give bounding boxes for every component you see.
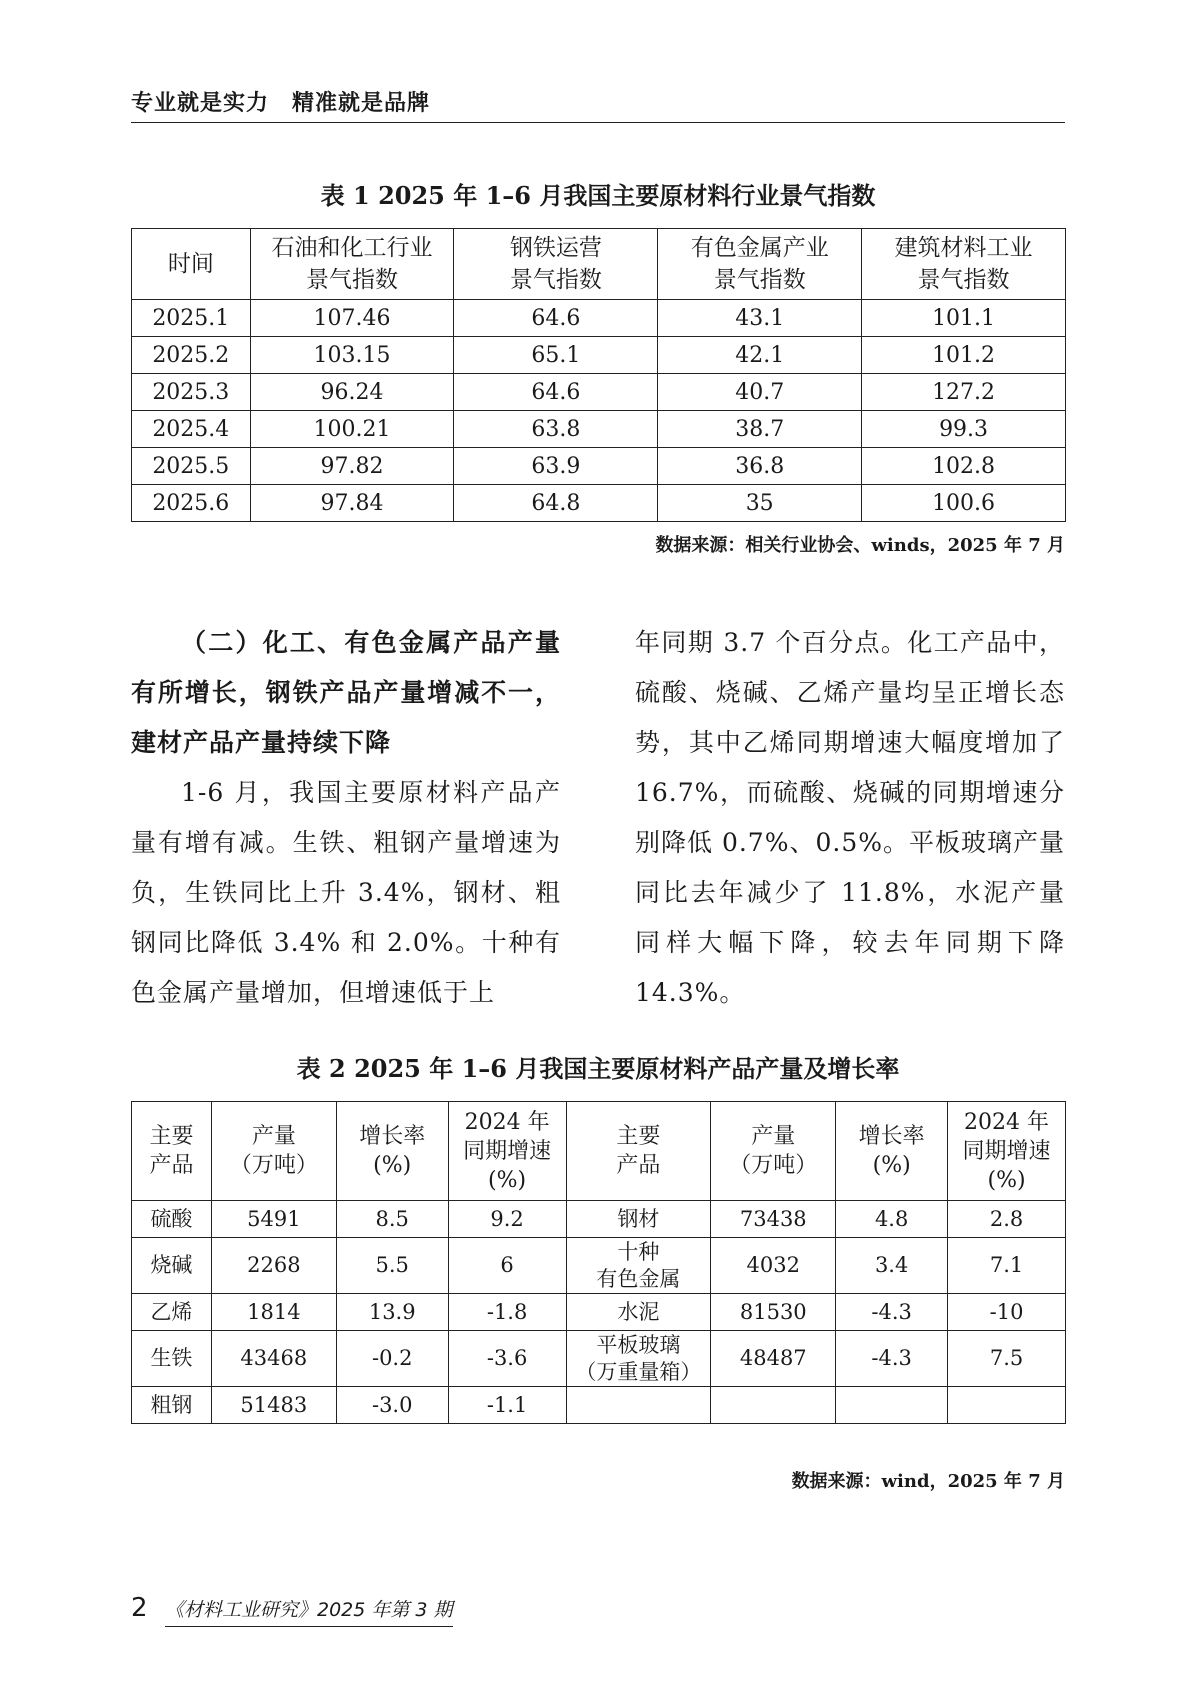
- table2-cell: [948, 1387, 1066, 1424]
- table2-product-cell: [566, 1201, 711, 1238]
- table2-cell: 生铁: [132, 1331, 212, 1387]
- table1-cell: 96.24: [250, 374, 454, 411]
- table1-climate-index: [131, 228, 1066, 522]
- table2-cell: -3.0: [336, 1387, 448, 1424]
- table1-cell: 127.2: [862, 374, 1066, 411]
- table2-cell: 48487: [711, 1331, 836, 1387]
- table2-product-cell: [566, 1331, 711, 1387]
- table1-cell: 107.46: [250, 300, 454, 337]
- table2-cell: 5491: [211, 1201, 336, 1238]
- table2-cell: 4.8: [836, 1201, 948, 1238]
- table2-cell: 9.2: [448, 1201, 566, 1238]
- table1-cell: 100.21: [250, 411, 454, 448]
- paragraph-1: 1-6 月，我国主要原材料产品产量有增有减。生铁、粗钢产量增速为负，生铁同比上升 3.4%，钢材、粗钢同比降低 3.4% 和 2.0%。十种有色金属产量增加，但增速低于上: [131, 778, 561, 1007]
- table2-cell: 粗钢: [132, 1387, 212, 1424]
- table2-cell: 73438: [711, 1201, 836, 1238]
- table2-cell: 乙烯: [132, 1294, 212, 1331]
- table1-cell: 64.6: [454, 300, 658, 337]
- table2-production: [131, 1101, 1066, 1424]
- table1-cell: 63.8: [454, 411, 658, 448]
- table1-cell: 38.7: [658, 411, 862, 448]
- table2-cell: [836, 1387, 948, 1424]
- table2-cell: [711, 1387, 836, 1424]
- table2-row: [132, 1331, 1066, 1387]
- table2-cell: -4.3: [836, 1331, 948, 1387]
- table1-cell: 35: [658, 485, 862, 522]
- table2-caption: 表 2 2025 年 1–6 月我国主要原材料产品产量及增长率: [296, 1054, 900, 1083]
- table2-cell: -10: [948, 1294, 1066, 1331]
- table2-cell: 43468: [211, 1331, 336, 1387]
- table2-row: [132, 1294, 1066, 1331]
- table1-cell: 2025.2: [132, 337, 251, 374]
- table2-cell: -3.6: [448, 1331, 566, 1387]
- table2-cell: -4.3: [836, 1294, 948, 1331]
- table1-header-row: [132, 229, 1066, 300]
- running-header: [131, 84, 1065, 123]
- table1-cell: 103.15: [250, 337, 454, 374]
- table2-product-cell: [566, 1387, 711, 1424]
- table1-cell: 97.84: [250, 485, 454, 522]
- table1-cell: 64.8: [454, 485, 658, 522]
- table2-header-cell: 主要 产品: [132, 1102, 212, 1201]
- table1-cell: 2025.6: [132, 485, 251, 522]
- table2-cell: 7.5: [948, 1331, 1066, 1387]
- product-name-line2: （万重量箱）: [575, 1359, 702, 1384]
- table1-cell: 102.8: [862, 448, 1066, 485]
- table1-cell: 64.6: [454, 374, 658, 411]
- table2-cell: 5.5: [336, 1238, 448, 1294]
- table2-product-cell: [566, 1294, 711, 1331]
- table1-cell: 101.1: [862, 300, 1066, 337]
- table1-cell: 42.1: [658, 337, 862, 374]
- table1-cell: 65.1: [454, 337, 658, 374]
- table1-cell: 101.2: [862, 337, 1066, 374]
- table2-row: [132, 1238, 1066, 1294]
- table2-cell: 6: [448, 1238, 566, 1294]
- product-name-line1: 钢材: [617, 1206, 660, 1231]
- table2-cell: 3.4: [836, 1238, 948, 1294]
- table2-cell: 2268: [211, 1238, 336, 1294]
- table2-cell: 硫酸: [132, 1201, 212, 1238]
- table2-cell: 2.8: [948, 1201, 1066, 1238]
- table1-caption: 表 1 2025 年 1–6 月我国主要原材料行业景气指数: [320, 181, 876, 210]
- table1-header-cell: 石油和化工行业 景气指数: [250, 229, 454, 300]
- table1-cell: 99.3: [862, 411, 1066, 448]
- table2-product-cell: [566, 1238, 711, 1294]
- table1-cell: 2025.4: [132, 411, 251, 448]
- table1-row: [132, 300, 1066, 337]
- table2-row: [132, 1201, 1066, 1238]
- table2-header-cell: 主要 产品: [566, 1102, 711, 1201]
- table1-header-cell: 钢铁运营 景气指数: [454, 229, 658, 300]
- product-name-line1: 十种: [617, 1239, 660, 1264]
- table2-header-cell: 产量 （万吨）: [711, 1102, 836, 1201]
- table1-cell: 63.9: [454, 448, 658, 485]
- table1-cell: 36.8: [658, 448, 862, 485]
- table1-cell: 2025.5: [132, 448, 251, 485]
- table2-cell: 1814: [211, 1294, 336, 1331]
- table1-header-cell: 时间: [132, 229, 251, 300]
- table2-header-cell: 2024 年 同期增速 (%): [448, 1102, 566, 1201]
- table1-row: [132, 448, 1066, 485]
- table2-cell: 烧碱: [132, 1238, 212, 1294]
- left-column: [131, 618, 561, 1018]
- table2-cell: 81530: [711, 1294, 836, 1331]
- table2-cell: -1.1: [448, 1387, 566, 1424]
- table1-cell: 2025.3: [132, 374, 251, 411]
- product-name-line1: 平板玻璃: [596, 1332, 681, 1357]
- table1-header-cell: 有色金属产业 景气指数: [658, 229, 862, 300]
- table2-cell: 8.5: [336, 1201, 448, 1238]
- table2-cell: 51483: [211, 1387, 336, 1424]
- paragraph-2: 年同期 3.7 个百分点。化工产品中，硫酸、烧碱、乙烯产量均呈正增长态势，其中乙烯同期增速大幅度增加了 16.7%，而硫酸、烧碱的同期增速分别降低 0.7%、0.5%。平板玻璃产量同比去年减少了 11.8%，水泥产量同样大幅下降，较去年同期下降 14.3%。: [635, 628, 1065, 1007]
- table1-row: [132, 485, 1066, 522]
- journal-title: 《材料工业研究》2025 年第 3 期: [165, 1595, 453, 1627]
- section-heading: （二）化工、有色金属产品产量有所增长，钢铁产品产量增减不一，建材产品产量持续下降: [131, 628, 561, 757]
- table2-cell: 7.1: [948, 1238, 1066, 1294]
- page-number: 2: [131, 1593, 148, 1623]
- table2-cell: 13.9: [336, 1294, 448, 1331]
- table2-cell: -0.2: [336, 1331, 448, 1387]
- table2-header-cell: 增长率 (%): [336, 1102, 448, 1201]
- table1-row: [132, 374, 1066, 411]
- table1-cell: 43.1: [658, 300, 862, 337]
- table1-cell: 100.6: [862, 485, 1066, 522]
- right-column: [635, 618, 1065, 1018]
- table1-cell: 2025.1: [132, 300, 251, 337]
- table1-cell: 40.7: [658, 374, 862, 411]
- table1-row: [132, 411, 1066, 448]
- table1-cell: 97.82: [250, 448, 454, 485]
- table2-cell: 4032: [711, 1238, 836, 1294]
- table1-header-cell: 建筑材料工业 景气指数: [862, 229, 1066, 300]
- header-slogan: 专业就是实力 精准就是品牌: [131, 91, 431, 116]
- table2-header-cell: 产量 （万吨）: [211, 1102, 336, 1201]
- table1-source: 数据来源：相关行业协会、winds，2025 年 7 月: [655, 535, 1065, 556]
- table2-row: [132, 1387, 1066, 1424]
- table2-source: 数据来源：wind，2025 年 7 月: [791, 1471, 1065, 1492]
- table2-header-row: [132, 1102, 1066, 1201]
- table2-cell: -1.8: [448, 1294, 566, 1331]
- product-name-line2: 有色金属: [596, 1266, 681, 1291]
- product-name-line1: 水泥: [617, 1299, 660, 1324]
- table1-row: [132, 337, 1066, 374]
- table2-header-cell: 增长率 (%): [836, 1102, 948, 1201]
- table2-header-cell: 2024 年 同期增速 (%): [948, 1102, 1066, 1201]
